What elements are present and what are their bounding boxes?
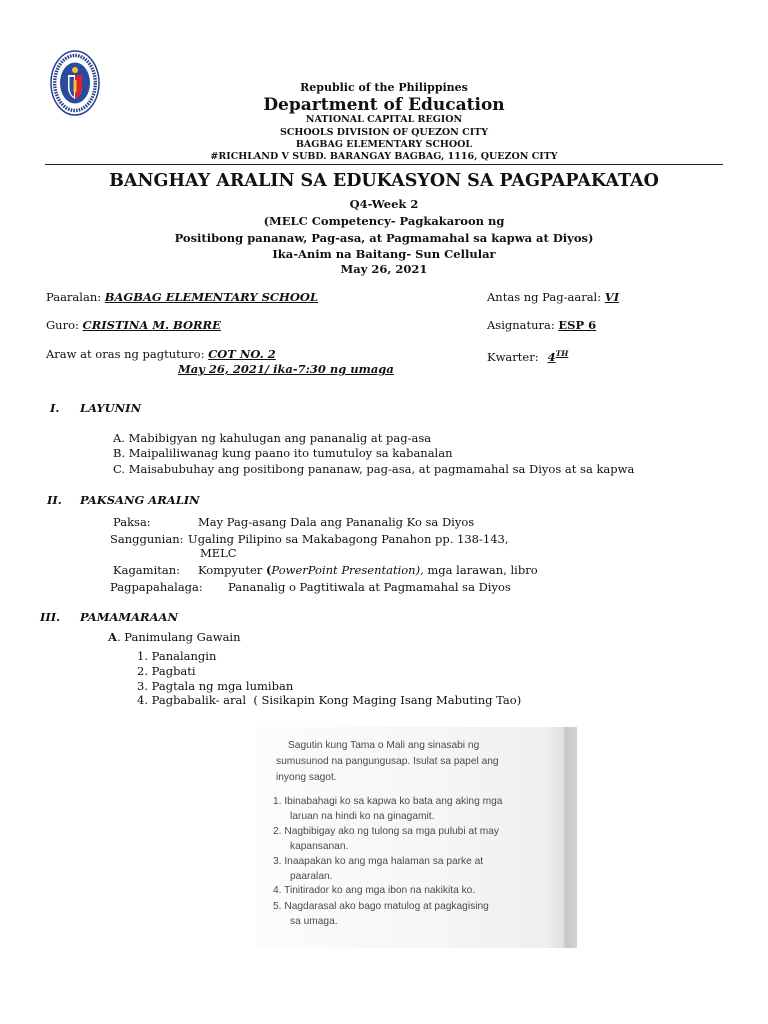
quarter-label: Kwarter: <box>487 350 539 364</box>
topic-value: May Pag-asang Dala ang Pananalig Ko sa Diyos <box>198 515 475 529</box>
schedule-datetime: May 26, 2021/ ika-7:30 ng umaga <box>178 362 394 376</box>
question-text: Ibinabahagi ko sa kapwa ko bata ang aking mga <box>284 796 503 807</box>
lesson-date: May 26, 2021 <box>340 262 428 276</box>
reference-label: Sanggunian: <box>110 532 184 546</box>
competency-line-2: Positibong pananaw, Pag-asa, at Pagmamahal sa kapwa at Diyos) <box>174 231 594 245</box>
question-text-continued: laruan na hindi ko na ginagamit. <box>290 811 435 822</box>
section-heading-objectives: LAYUNIN <box>80 401 142 415</box>
materials-label: Kagamitan: <box>113 563 181 577</box>
header-divider <box>45 164 723 165</box>
grade-level-label: Antas ng Pag-aaral: <box>487 290 602 304</box>
question-text-continued: kapansanan. <box>290 841 349 852</box>
instruction-line: inyong sagot. <box>276 772 337 783</box>
materials-value <box>198 563 538 577</box>
school-label: Paaralan: <box>46 290 102 304</box>
reference-value-line-2: MELC <box>200 546 237 560</box>
grade-level-field <box>487 290 619 304</box>
values-label: Pagpapahalaga: <box>110 580 203 594</box>
objective-item: C. Maisabubuhay ang positibong pananaw, pag-asa, at pagmamahal sa Diyos at sa kapwa <box>113 462 635 476</box>
section-heading-procedure: PAMAMARAAN <box>80 610 178 624</box>
lesson-plan-title: BANGHAY ARALIN SA EDUKASYON SA PAGPAPAKATAO <box>109 171 659 191</box>
procedure-step: 4. Pagbabalik- aral ( Sisikapin Kong Maging Isang Mabuting Tao) <box>137 693 522 707</box>
procedure-subheading <box>108 630 241 644</box>
competency-line-1: (MELC Competency- Pagkakaroon ng <box>263 214 505 228</box>
procedure-sub-letter: A <box>108 630 117 644</box>
materials-prefix: Kompyuter <box>198 563 266 577</box>
reference-value: Ugaling Pilipino sa Makabagong Panahon pp. 138-143, <box>188 532 509 546</box>
materials-suffix: mga larawan, libro <box>423 563 538 577</box>
question-text-continued: paaralan. <box>290 871 333 882</box>
procedure-sub-text: . Panimulang Gawain <box>116 630 241 644</box>
question-first-line <box>273 899 489 914</box>
division-heading: SCHOOLS DIVISION OF QUEZON CITY <box>279 127 489 138</box>
question-text-continued: sa umaga. <box>290 916 338 927</box>
schedule-field <box>46 347 276 361</box>
objective-item: B. Maipaliliwanag kung paano ito tumutuloy sa kabanalan <box>113 446 453 460</box>
values-value: Pananalig o Pagtitiwala at Pagmamahal sa Diyos <box>228 580 511 594</box>
review-question <box>273 899 489 929</box>
department-heading: Department of Education <box>263 95 505 115</box>
quarter-value: 4 <box>547 350 556 364</box>
procedure-step: 1. Panalangin <box>137 649 217 663</box>
question-number: 2. <box>273 826 282 837</box>
section-numeral-objectives: I. <box>50 401 60 415</box>
question-number: 1. <box>273 796 282 807</box>
school-heading: BAGBAG ELEMENTARY SCHOOL <box>295 139 473 150</box>
schedule-value: COT NO. 2 <box>208 347 276 361</box>
question-first-line <box>273 854 483 869</box>
review-question <box>273 854 483 884</box>
procedure-step: 2. Pagbati <box>137 664 196 678</box>
subject-field <box>487 318 596 332</box>
question-text: Nagbibigay ako ng tulong sa mga pulubi at may <box>284 826 499 837</box>
question-number: 5. <box>273 901 282 912</box>
objective-item: A. Mabibigyan ng kahulugan ang pananalig at pag-asa <box>113 431 432 445</box>
question-first-line <box>273 883 475 898</box>
instruction-line: sumusunod na pangungusap. Isulat sa papel ang <box>276 756 499 767</box>
question-text: Nagdarasal ako bago matulog at pagkagising <box>284 901 489 912</box>
grade-section: Ika-Anim na Baitang- Sun Cellular <box>272 247 496 261</box>
address-heading: #RICHLAND V SUBD. BARANGAY BAGBAG, 1116, QUEZON CITY <box>210 151 558 162</box>
republic-heading: Republic of the Philippines <box>300 81 468 94</box>
quarter-suffix: TH <box>555 349 569 358</box>
review-question <box>273 883 475 898</box>
question-number: 4. <box>273 885 282 896</box>
question-first-line <box>273 794 502 809</box>
question-text: Inaapakan ko ang mga halaman sa parke at <box>284 856 484 867</box>
schedule-label: Araw at oras ng pagtuturo: <box>46 347 205 361</box>
review-instructions <box>276 738 499 786</box>
question-number: 3. <box>273 856 282 867</box>
section-numeral-procedure: III. <box>40 610 61 624</box>
topic-label: Paksa: <box>113 515 151 529</box>
quarter-field <box>487 347 568 364</box>
teacher-field <box>46 318 221 332</box>
instruction-line: Sagutin kung Tama o Mali ang sinasabi ng <box>288 740 480 751</box>
subject-value: ESP 6 <box>558 318 597 332</box>
review-question <box>273 794 502 824</box>
school-value: BAGBAG ELEMENTARY SCHOOL <box>104 290 319 304</box>
procedure-step: 3. Pagtala ng mga lumiban <box>137 679 294 693</box>
quarter-week: Q4-Week 2 <box>349 197 419 211</box>
subject-label: Asignatura: <box>487 318 555 332</box>
question-text: Tinitirador ko ang mga ibon na nakikita ko. <box>284 885 476 896</box>
review-worksheet-image <box>257 727 577 948</box>
review-question <box>273 824 499 854</box>
teacher-value: CRISTINA M. BORRE <box>82 318 221 332</box>
section-heading-subject-matter: PAKSANG ARALIN <box>80 493 200 507</box>
teacher-label: Guro: <box>46 318 79 332</box>
school-field <box>46 290 318 304</box>
question-first-line <box>273 824 499 839</box>
materials-paren: ( <box>265 563 272 577</box>
materials-italic: PowerPoint Presentation), <box>271 563 424 577</box>
grade-level-value: VI <box>604 290 620 304</box>
region-heading: NATIONAL CAPITAL REGION <box>305 114 463 125</box>
section-numeral-subject-matter: II. <box>47 493 62 507</box>
